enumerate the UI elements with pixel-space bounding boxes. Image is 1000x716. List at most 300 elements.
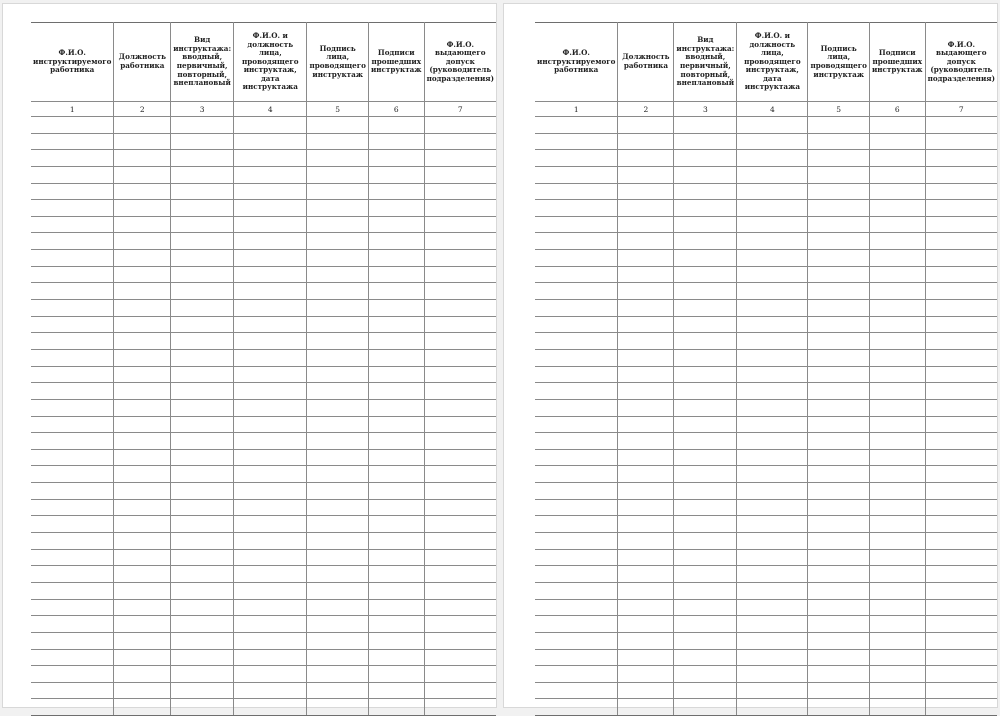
column-header-trainee-name: Ф.И.О. инструктируемого работника — [31, 23, 114, 102]
table-cell — [307, 316, 369, 333]
table-row — [535, 216, 997, 233]
table-cell — [808, 632, 870, 649]
table-cell — [674, 233, 737, 250]
table-cell — [171, 383, 234, 400]
table-cell — [674, 366, 737, 383]
table-cell — [925, 283, 997, 300]
header-row — [31, 23, 496, 102]
table-cell — [114, 682, 171, 699]
table-cell — [925, 183, 997, 200]
table-row — [535, 699, 997, 716]
table-cell — [618, 582, 674, 599]
table-cell — [31, 566, 114, 583]
table-cell — [535, 466, 618, 483]
table-cell — [674, 150, 737, 167]
table-cell — [114, 399, 171, 416]
table-cell — [31, 599, 114, 616]
table-cell — [925, 250, 997, 267]
table-cell — [737, 216, 808, 233]
table-row — [31, 150, 496, 167]
table-cell — [808, 316, 870, 333]
table-cell — [925, 133, 997, 150]
column-number: 7 — [925, 102, 997, 117]
table-cell — [31, 166, 114, 183]
table-cell — [424, 133, 496, 150]
table-cell — [114, 300, 171, 317]
table-cell — [171, 216, 234, 233]
table-cell — [424, 233, 496, 250]
table-cell — [674, 183, 737, 200]
table-cell — [869, 549, 925, 566]
table-cell — [869, 216, 925, 233]
column-number: 4 — [234, 102, 307, 117]
table-cell — [535, 266, 618, 283]
table-cell — [674, 533, 737, 550]
table-row — [31, 582, 496, 599]
column-header-permit-issuer: Ф.И.О. выдающего допуск (руководитель подразделения) — [925, 23, 997, 102]
table-cell — [869, 666, 925, 683]
table-cell — [737, 516, 808, 533]
table-cell — [234, 250, 307, 267]
table-cell — [535, 183, 618, 200]
table-cell — [31, 133, 114, 150]
table-cell — [808, 483, 870, 500]
table-cell — [31, 316, 114, 333]
table-cell — [234, 133, 307, 150]
table-cell — [31, 349, 114, 366]
table-row — [535, 399, 997, 416]
table-cell — [925, 599, 997, 616]
table-cell — [808, 233, 870, 250]
table-row — [535, 150, 997, 167]
table-cell — [808, 616, 870, 633]
table-cell — [307, 117, 369, 134]
table-cell — [171, 682, 234, 699]
table-row — [31, 316, 496, 333]
table-cell — [737, 599, 808, 616]
table-cell — [368, 233, 424, 250]
table-cell — [31, 117, 114, 134]
table-cell — [618, 366, 674, 383]
table-cell — [737, 383, 808, 400]
table-row — [31, 632, 496, 649]
table-cell — [618, 566, 674, 583]
table-cell — [368, 183, 424, 200]
table-cell — [869, 233, 925, 250]
column-header-instructor: Ф.И.О. и должность лица, проводящего инструктаж, дата инструктажа — [234, 23, 307, 102]
table-cell — [424, 682, 496, 699]
table-cell — [808, 666, 870, 683]
table-cell — [31, 266, 114, 283]
table-cell — [307, 416, 369, 433]
table-cell — [535, 233, 618, 250]
table-cell — [31, 250, 114, 267]
table-cell — [535, 582, 618, 599]
table-cell — [368, 150, 424, 167]
table-cell — [869, 566, 925, 583]
table-cell — [307, 216, 369, 233]
table-cell — [234, 316, 307, 333]
table-cell — [674, 266, 737, 283]
table-cell — [31, 449, 114, 466]
table-cell — [869, 366, 925, 383]
table-cell — [535, 483, 618, 500]
table-cell — [31, 582, 114, 599]
table-cell — [737, 316, 808, 333]
table-cell — [171, 166, 234, 183]
table-cell — [618, 333, 674, 350]
table-cell — [234, 599, 307, 616]
table-cell — [114, 166, 171, 183]
table-cell — [424, 200, 496, 217]
table-row — [31, 449, 496, 466]
header-row — [535, 23, 997, 102]
table-cell — [114, 582, 171, 599]
table-cell — [114, 649, 171, 666]
table-row — [31, 416, 496, 433]
table-cell — [737, 283, 808, 300]
table-cell — [31, 399, 114, 416]
table-cell — [307, 649, 369, 666]
table-cell — [171, 499, 234, 516]
table-cell — [618, 316, 674, 333]
table-cell — [114, 632, 171, 649]
table-cell — [869, 399, 925, 416]
table-cell — [737, 666, 808, 683]
table-cell — [307, 566, 369, 583]
table-row — [31, 682, 496, 699]
table-row — [535, 433, 997, 450]
table-cell — [424, 666, 496, 683]
table-cell — [234, 150, 307, 167]
table-cell — [869, 333, 925, 350]
table-row — [535, 449, 997, 466]
table-row — [535, 200, 997, 217]
table-cell — [171, 533, 234, 550]
table-cell — [114, 266, 171, 283]
table-row — [535, 649, 997, 666]
table-cell — [808, 166, 870, 183]
table-cell — [368, 599, 424, 616]
table-cell — [171, 233, 234, 250]
table-cell — [737, 166, 808, 183]
table-cell — [234, 682, 307, 699]
table-cell — [869, 250, 925, 267]
table-cell — [307, 233, 369, 250]
table-cell — [31, 483, 114, 500]
table-cell — [307, 466, 369, 483]
table-row — [535, 632, 997, 649]
table-cell — [171, 632, 234, 649]
table-row — [31, 183, 496, 200]
table-row — [31, 533, 496, 550]
table-cell — [234, 233, 307, 250]
table-cell — [618, 666, 674, 683]
table-cell — [535, 333, 618, 350]
table-cell — [171, 566, 234, 583]
table-cell — [31, 233, 114, 250]
table-cell — [808, 599, 870, 616]
table-row — [31, 283, 496, 300]
table-cell — [535, 666, 618, 683]
table-cell — [737, 582, 808, 599]
table-cell — [737, 349, 808, 366]
table-cell — [925, 483, 997, 500]
table-cell — [869, 133, 925, 150]
table-cell — [925, 649, 997, 666]
table-cell — [925, 366, 997, 383]
table-cell — [234, 649, 307, 666]
table-row — [535, 133, 997, 150]
table-cell — [307, 499, 369, 516]
table-cell — [674, 616, 737, 633]
column-header-briefing-type: Вид инструктажа: вводный, первичный, повторный, внеплановый — [171, 23, 234, 102]
table-cell — [114, 183, 171, 200]
table-row — [31, 117, 496, 134]
table-cell — [31, 516, 114, 533]
journal-page-left — [3, 4, 496, 707]
table-cell — [368, 366, 424, 383]
table-cell — [925, 433, 997, 450]
table-cell — [368, 549, 424, 566]
table-cell — [368, 699, 424, 716]
column-number-row — [535, 102, 997, 117]
table-cell — [424, 533, 496, 550]
table-cell — [307, 516, 369, 533]
table-cell — [869, 449, 925, 466]
table-cell — [234, 366, 307, 383]
table-row — [31, 250, 496, 267]
table-cell — [737, 150, 808, 167]
table-row — [31, 483, 496, 500]
table-cell — [674, 682, 737, 699]
column-number: 2 — [618, 102, 674, 117]
table-cell — [114, 533, 171, 550]
table-cell — [234, 300, 307, 317]
table-cell — [535, 133, 618, 150]
table-cell — [234, 499, 307, 516]
table-cell — [234, 200, 307, 217]
table-cell — [618, 233, 674, 250]
table-cell — [234, 666, 307, 683]
table-cell — [925, 666, 997, 683]
table-cell — [114, 483, 171, 500]
table-cell — [234, 566, 307, 583]
table-cell — [737, 366, 808, 383]
table-row — [535, 383, 997, 400]
table-cell — [737, 183, 808, 200]
table-cell — [368, 533, 424, 550]
column-number: 5 — [307, 102, 369, 117]
table-cell — [808, 682, 870, 699]
table-row — [31, 549, 496, 566]
table-row — [535, 316, 997, 333]
table-row — [31, 266, 496, 283]
table-cell — [234, 533, 307, 550]
table-cell — [925, 166, 997, 183]
table-row — [535, 483, 997, 500]
table-cell — [869, 150, 925, 167]
table-cell — [535, 566, 618, 583]
table-cell — [674, 117, 737, 134]
table-row — [31, 333, 496, 350]
table-row — [31, 599, 496, 616]
table-cell — [307, 549, 369, 566]
table-cell — [368, 216, 424, 233]
table-cell — [869, 166, 925, 183]
table-cell — [535, 150, 618, 167]
journal-rows — [31, 117, 496, 716]
table-cell — [114, 416, 171, 433]
table-cell — [869, 649, 925, 666]
table-cell — [618, 183, 674, 200]
table-cell — [808, 117, 870, 134]
table-cell — [869, 200, 925, 217]
table-cell — [925, 533, 997, 550]
table-cell — [307, 682, 369, 699]
table-cell — [674, 699, 737, 716]
table-cell — [869, 300, 925, 317]
table-cell — [535, 616, 618, 633]
table-row — [535, 516, 997, 533]
table-cell — [31, 300, 114, 317]
table-cell — [114, 133, 171, 150]
table-cell — [368, 200, 424, 217]
table-cell — [234, 616, 307, 633]
table-cell — [171, 666, 234, 683]
table-cell — [674, 649, 737, 666]
table-cell — [307, 250, 369, 267]
table-cell — [307, 283, 369, 300]
table-cell — [368, 616, 424, 633]
column-number: 6 — [368, 102, 424, 117]
table-cell — [535, 117, 618, 134]
table-row — [535, 416, 997, 433]
table-cell — [368, 349, 424, 366]
column-number: 4 — [737, 102, 808, 117]
table-cell — [368, 333, 424, 350]
column-number: 1 — [31, 102, 114, 117]
table-cell — [869, 582, 925, 599]
table-cell — [114, 117, 171, 134]
table-cell — [171, 599, 234, 616]
table-cell — [31, 366, 114, 383]
table-cell — [925, 499, 997, 516]
table-cell — [737, 566, 808, 583]
table-cell — [869, 117, 925, 134]
column-header-instructor-signature: Подпись лица, проводящего инструктаж — [808, 23, 870, 102]
table-cell — [368, 383, 424, 400]
table-cell — [674, 499, 737, 516]
table-cell — [737, 499, 808, 516]
table-row — [535, 682, 997, 699]
column-header-permit-issuer: Ф.И.О. выдающего допуск (руководитель подразделения) — [424, 23, 496, 102]
table-cell — [808, 250, 870, 267]
column-header-position: Должность работника — [114, 23, 171, 102]
table-cell — [869, 183, 925, 200]
table-cell — [307, 300, 369, 317]
table-cell — [424, 316, 496, 333]
column-header-position: Должность работника — [618, 23, 674, 102]
table-cell — [618, 266, 674, 283]
table-cell — [808, 216, 870, 233]
table-row — [31, 666, 496, 683]
table-cell — [925, 333, 997, 350]
table-cell — [424, 416, 496, 433]
table-cell — [114, 599, 171, 616]
table-cell — [307, 150, 369, 167]
table-cell — [674, 582, 737, 599]
table-cell — [424, 516, 496, 533]
table-cell — [737, 483, 808, 500]
table-cell — [535, 250, 618, 267]
table-row — [31, 200, 496, 217]
table-cell — [535, 533, 618, 550]
table-cell — [424, 300, 496, 317]
table-cell — [808, 416, 870, 433]
table-cell — [114, 499, 171, 516]
table-cell — [114, 516, 171, 533]
table-cell — [234, 383, 307, 400]
table-cell — [618, 682, 674, 699]
table-cell — [674, 300, 737, 317]
table-row — [535, 549, 997, 566]
table-cell — [535, 200, 618, 217]
table-cell — [618, 649, 674, 666]
table-cell — [925, 449, 997, 466]
table-cell — [368, 649, 424, 666]
table-cell — [424, 183, 496, 200]
table-cell — [234, 699, 307, 716]
table-cell — [737, 266, 808, 283]
table-cell — [808, 516, 870, 533]
table-cell — [234, 349, 307, 366]
table-row — [535, 566, 997, 583]
table-row — [31, 300, 496, 317]
table-cell — [869, 632, 925, 649]
table-cell — [869, 499, 925, 516]
table-row — [31, 466, 496, 483]
table-cell — [674, 599, 737, 616]
table-cell — [737, 682, 808, 699]
table-cell — [808, 266, 870, 283]
table-cell — [31, 499, 114, 516]
table-cell — [869, 533, 925, 550]
table-cell — [368, 666, 424, 683]
table-cell — [618, 117, 674, 134]
table-cell — [171, 649, 234, 666]
table-cell — [808, 283, 870, 300]
table-cell — [869, 682, 925, 699]
table-cell — [535, 399, 618, 416]
table-cell — [869, 416, 925, 433]
table-cell — [171, 150, 234, 167]
table-cell — [925, 316, 997, 333]
table-cell — [368, 166, 424, 183]
table-cell — [234, 449, 307, 466]
table-cell — [114, 200, 171, 217]
table-cell — [674, 283, 737, 300]
table-cell — [535, 649, 618, 666]
table-cell — [535, 599, 618, 616]
table-cell — [674, 166, 737, 183]
table-cell — [307, 166, 369, 183]
table-cell — [424, 632, 496, 649]
table-cell — [808, 333, 870, 350]
table-cell — [674, 466, 737, 483]
table-cell — [808, 533, 870, 550]
table-cell — [171, 416, 234, 433]
